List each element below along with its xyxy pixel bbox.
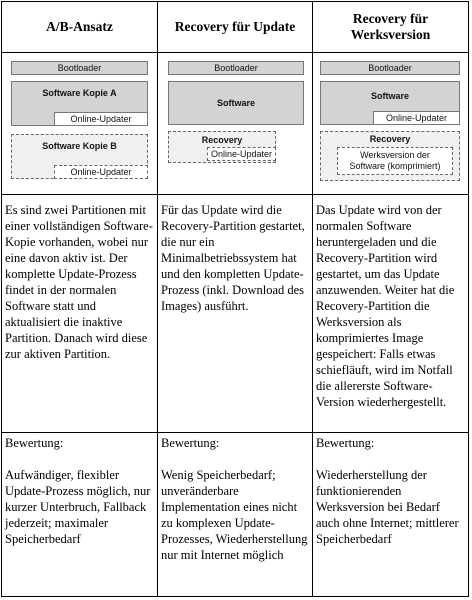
- online-updater-block: Online-Updater: [207, 147, 276, 161]
- evaluation-recovery-update: [158, 435, 312, 563]
- software-block: Software: [168, 81, 304, 125]
- evaluation-text: Wenig Speicherbedarf; unveränderbare Implementation eines nicht zu komplexen Update-Prozesses, Wiederherstellung nur mit Internet möglich: [161, 468, 308, 562]
- factory-version-block: Werksversion der Software (komprimiert): [337, 147, 453, 175]
- diagram-recovery-factory: [313, 52, 468, 194]
- software-copy-a-label: Software Kopie A: [42, 88, 117, 98]
- header-recovery-factory: Recovery für Werksversion: [350, 11, 431, 42]
- row-divider: [2, 194, 468, 195]
- bootloader-block: Bootloader: [11, 61, 148, 75]
- description-ab: Es sind zwei Partitionen mit einer vollständigen Software-Kopie vorhanden, wobei nur eine davon aktiv ist. Der komplette Update-Prozess findet in der normalen Software statt und aktualisiert die inaktive Partition. Danach wird diese zur aktiven Partition.: [5, 203, 153, 361]
- online-updater-a-block: Online-Updater: [54, 112, 148, 126]
- evaluation-label: Bewertung:: [316, 436, 375, 450]
- evaluation-recovery-factory: [313, 435, 468, 547]
- evaluation-ab: [2, 435, 157, 547]
- description-recovery-factory: Das Update wird von der normalen Software heruntergeladen und die Recovery-Partition wird gestartet, um das Update anzuwenden. Weiter hat die Recovery-Partition die Werksversion als komprimiertes Image gespeichert: Falls etwas schiefläuft, wird im Notfall die allererste Software-Version wiederhergestellt.: [316, 203, 455, 409]
- evaluation-label: Bewertung:: [161, 436, 220, 450]
- header-recovery-update: Recovery für Update: [174, 19, 296, 34]
- diagram-ab: [2, 52, 157, 194]
- bootloader-block: Bootloader: [168, 61, 304, 75]
- diagram-recovery-update: [158, 52, 312, 194]
- evaluation-label: Bewertung:: [5, 436, 64, 450]
- software-copy-b-label: Software Kopie B: [42, 141, 117, 151]
- recovery-label: Recovery: [201, 135, 243, 145]
- evaluation-text: Wiederherstellung der funktionierenden Werksversion bei Bedarf auch ohne Internet; mittlerer Speicherbedarf: [316, 468, 459, 546]
- recovery-label: Recovery: [369, 134, 411, 144]
- software-label: Software: [370, 91, 409, 101]
- comparison-table: [1, 1, 469, 597]
- description-recovery-update: Für das Update wird die Recovery-Partition gestartet, die nur ein Minimalbetriebssystem hat und den kompletten Update-Prozess (inkl. Download des Images) ausführt.: [161, 203, 305, 313]
- evaluation-text: Aufwändiger, flexibler Update-Prozess möglich, nur kurzer Unterbruch, Fallback jederzeit; maximaler Speicherbedarf: [5, 468, 151, 546]
- online-updater-b-block: Online-Updater: [54, 165, 148, 179]
- bootloader-block: Bootloader: [320, 61, 460, 75]
- header-ab: A/B-Ansatz: [46, 19, 113, 34]
- online-updater-block: Online-Updater: [373, 111, 460, 125]
- row-divider: [2, 432, 468, 433]
